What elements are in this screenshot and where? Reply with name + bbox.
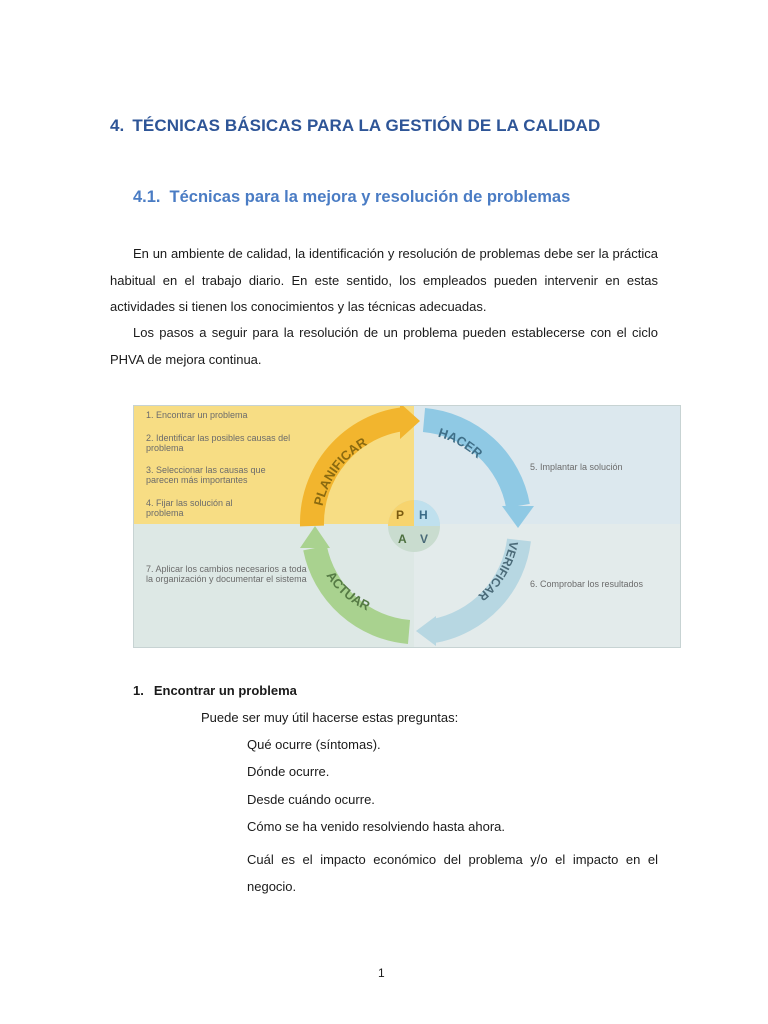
list-title: Encontrar un problema [153, 683, 297, 698]
phva-cycle-figure [133, 405, 681, 648]
step-3-text: 3. Seleccionar las causas que parecen más importantes [146, 465, 266, 485]
label-hacer: HACER [436, 424, 486, 462]
phva-cycle-diagram [134, 406, 680, 647]
page-number: 1 [378, 966, 385, 980]
section-heading [110, 116, 600, 136]
subsection-title: Técnicas para la mejora y resolución de problemas [169, 188, 571, 206]
step-4-text: 4. Fijar las solución al problema [146, 498, 233, 518]
step-1-text: 1. Encontrar un problema [146, 410, 248, 420]
arrow-hacer [502, 506, 534, 528]
list-heading [133, 683, 297, 698]
questions-intro: Puede ser muy útil hacerse estas preguntas: [201, 710, 459, 725]
step-2-text: 2. Identificar las posibles causas del problema [146, 433, 291, 453]
arrow-planificar [400, 406, 420, 439]
section-title: TÉCNICAS BÁSICAS PARA LA GESTIÓN DE LA CALIDAD [132, 116, 601, 135]
subsection-number: 4.1. [133, 188, 161, 206]
section-number: 4. [110, 116, 125, 135]
center-letter-p: P [396, 508, 405, 522]
label-actuar: ACTUAR [323, 568, 373, 614]
question-item: Desde cuándo ocurre. [247, 792, 375, 807]
question-item: Dónde ocurre. [247, 764, 330, 779]
subsection-heading [133, 188, 570, 207]
paragraph-1: En un ambiente de calidad, la identificación y resolución de problemas debe ser la práctica habitual en el trabajo diario. En este sentido, los empleados pueden intervenir en estas actividades si tienen los conocimientos y las técnicas adecuadas. [110, 246, 658, 314]
label-verificar: VERIFICAR [475, 540, 521, 604]
step-6-text: 6. Comprobar los resultados [530, 579, 644, 589]
step-7-text: 7. Aplicar los cambios necesarios a toda la organización y documentar el sistema [146, 564, 307, 584]
label-planificar: PLANIFICAR [310, 434, 370, 508]
arc-hacer [424, 420, 518, 506]
question-item: Cómo se ha venido resolviendo hasta ahora. [247, 819, 505, 834]
paragraph-2: Los pasos a seguir para la resolución de un problema pueden establecerse con el ciclo PHVA de mejora continua. [110, 325, 658, 367]
list-number: 1. [133, 683, 144, 698]
center-letter-v: V [420, 532, 429, 546]
center-letter-h: H [419, 508, 428, 522]
arc-actuar [315, 548, 409, 632]
step-5-text: 5. Implantar la solución [530, 462, 623, 472]
question-item: Qué ocurre (síntomas). [247, 737, 381, 752]
arrow-verificar [416, 616, 436, 646]
question-item: Cuál es el impacto económico del problema y/o el impacto en el negocio. [247, 852, 658, 894]
arrow-actuar [300, 526, 330, 548]
center-letter-a: A [398, 532, 407, 546]
